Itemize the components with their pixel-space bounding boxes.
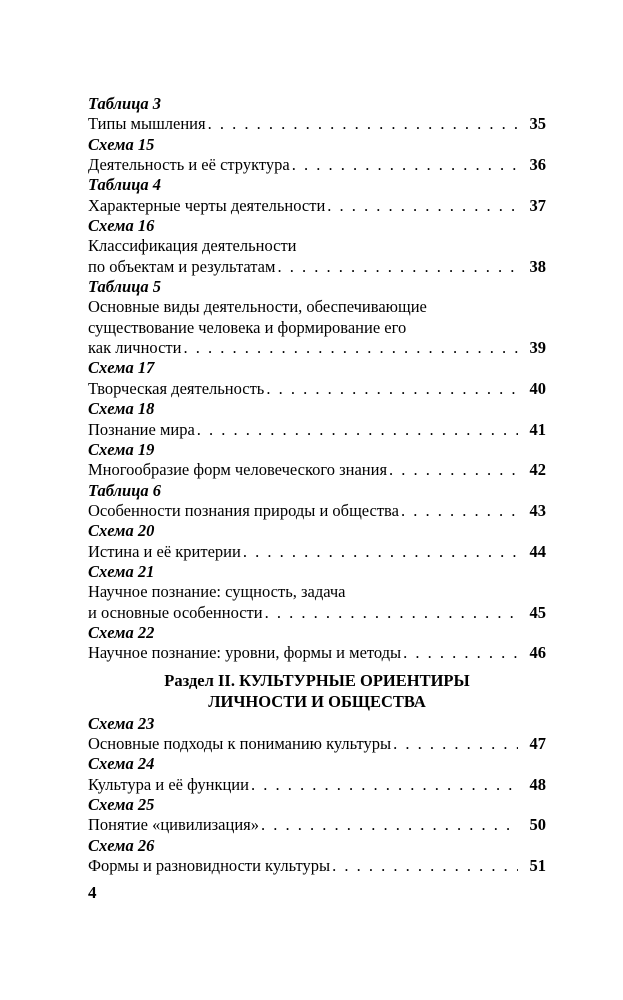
dot-leader bbox=[197, 420, 518, 440]
toc-entry-page: 41 bbox=[529, 419, 546, 439]
toc-entry-page: 42 bbox=[529, 460, 546, 480]
toc-entry-title: Научное познание: уровни, формы и методы bbox=[88, 643, 402, 663]
dot-leader bbox=[327, 196, 518, 216]
toc-entry-title: Творческая деятельность bbox=[88, 378, 265, 398]
toc-entry-title-line: Основные виды деятельности, обеспечивающие bbox=[88, 297, 427, 317]
toc-entry-leader-line bbox=[88, 815, 546, 835]
toc-entry-page: 48 bbox=[529, 774, 546, 794]
toc-entry-page: 47 bbox=[529, 733, 546, 753]
toc-entry-title-line: Научное познание: сущность, задача bbox=[88, 582, 346, 602]
dot-leader bbox=[208, 114, 518, 134]
toc-entry-page: 39 bbox=[529, 338, 546, 358]
toc-entry[interactable] bbox=[88, 836, 546, 877]
toc-entry-label: Таблица 4 bbox=[88, 175, 162, 195]
toc-entry-label: Схема 23 bbox=[88, 713, 155, 733]
toc-entry-label: Таблица 3 bbox=[88, 94, 162, 113]
toc-entry-page: 51 bbox=[529, 856, 546, 876]
toc-entry-title-line: Классификация деятельности bbox=[88, 236, 297, 256]
dot-leader bbox=[266, 379, 518, 399]
toc-entry-leader-line bbox=[88, 856, 546, 876]
section-heading-line-2: ЛИЧНОСТИ И ОБЩЕСТВА bbox=[208, 691, 426, 711]
toc-entry-title: Культура и её функции bbox=[88, 774, 249, 794]
toc-entry-page: 36 bbox=[529, 155, 546, 175]
toc-entry-label: Схема 25 bbox=[88, 795, 155, 814]
toc-entry-page: 46 bbox=[529, 643, 546, 663]
toc-entry-title: Понятие «цивилизация» bbox=[88, 815, 260, 835]
toc-entry-label: Схема 22 bbox=[88, 622, 155, 642]
toc-entry-label: Таблица 5 bbox=[88, 277, 162, 297]
toc-entry[interactable] bbox=[88, 714, 546, 755]
toc-entry[interactable] bbox=[88, 358, 546, 399]
toc-entry-leader-line bbox=[88, 257, 546, 277]
toc-entry[interactable] bbox=[88, 623, 546, 664]
toc-entry-page: 50 bbox=[529, 815, 546, 835]
toc-entry[interactable] bbox=[88, 795, 546, 836]
toc-entry-title: как личности bbox=[88, 338, 182, 358]
toc-entry-leader-line bbox=[88, 155, 546, 175]
toc-entry-title: Многообразие форм человеческого знания bbox=[88, 460, 388, 480]
dot-leader bbox=[251, 775, 518, 795]
toc-entry-title: и основные особенности bbox=[88, 602, 263, 622]
toc-entry-label: Схема 16 bbox=[88, 216, 155, 236]
toc-entry-title: Особенности познания природы и общества bbox=[88, 500, 399, 520]
toc-entry-leader-line bbox=[88, 501, 546, 521]
toc-entry-leader-line bbox=[88, 542, 546, 562]
toc-entry-label: Таблица 6 bbox=[88, 480, 162, 500]
toc-entry-title: Основные подходы к пониманию культуры bbox=[88, 733, 392, 753]
toc-entry-leader-line bbox=[88, 775, 546, 795]
dot-leader bbox=[389, 460, 518, 480]
dot-leader bbox=[393, 734, 518, 754]
dot-leader bbox=[183, 338, 518, 358]
dot-leader bbox=[332, 856, 518, 876]
toc-entry-title: Истина и её критерии bbox=[88, 541, 241, 561]
toc-entry-title: Типы мышления bbox=[88, 114, 206, 134]
toc-entry-leader-line bbox=[88, 420, 546, 440]
toc-entry-leader-line bbox=[88, 379, 546, 399]
toc-entry[interactable] bbox=[88, 521, 546, 562]
dot-leader bbox=[243, 542, 518, 562]
toc-entry-label: Схема 26 bbox=[88, 835, 155, 855]
toc-entry-title: Деятельность и её структура bbox=[88, 155, 290, 175]
table-of-contents bbox=[88, 94, 546, 876]
toc-entry-label: Схема 15 bbox=[88, 134, 155, 154]
toc-part-1 bbox=[88, 94, 546, 664]
toc-entry[interactable] bbox=[88, 754, 546, 795]
toc-entry-page: 37 bbox=[529, 195, 546, 215]
toc-entry-label: Схема 18 bbox=[88, 399, 155, 419]
toc-entry[interactable] bbox=[88, 277, 546, 358]
toc-entry-page: 45 bbox=[529, 602, 546, 622]
dot-leader bbox=[261, 815, 518, 835]
toc-entry-page: 35 bbox=[529, 114, 546, 134]
toc-entry-label: Схема 17 bbox=[88, 358, 155, 378]
toc-entry-page: 40 bbox=[529, 378, 546, 398]
toc-entry-leader-line bbox=[88, 734, 546, 754]
toc-entry-label: Схема 24 bbox=[88, 754, 155, 774]
toc-entry[interactable] bbox=[88, 135, 546, 176]
dot-leader bbox=[401, 501, 518, 521]
toc-entry-title-line: существование человека и формирование его bbox=[88, 317, 407, 337]
toc-entry-page: 43 bbox=[529, 500, 546, 520]
toc-entry-leader-line bbox=[88, 603, 546, 623]
section-heading bbox=[88, 670, 546, 712]
toc-entry-title: по объектам и результатам bbox=[88, 256, 276, 276]
toc-entry-title: Познание мира bbox=[88, 419, 195, 439]
toc-entry[interactable] bbox=[88, 481, 546, 522]
page-number: 4 bbox=[88, 883, 97, 902]
dot-leader bbox=[292, 155, 518, 175]
toc-entry-leader-line bbox=[88, 460, 546, 480]
toc-entry-label: Схема 19 bbox=[88, 439, 155, 459]
toc-entry[interactable] bbox=[88, 399, 546, 440]
toc-entry[interactable] bbox=[88, 216, 546, 277]
toc-part-2 bbox=[88, 714, 546, 877]
toc-entry[interactable] bbox=[88, 440, 546, 481]
toc-entry[interactable] bbox=[88, 175, 546, 216]
dot-leader bbox=[277, 257, 518, 277]
toc-entry-leader-line bbox=[88, 338, 546, 358]
toc-entry-label: Схема 21 bbox=[88, 561, 155, 581]
dot-leader bbox=[403, 643, 518, 663]
toc-entry-leader-line bbox=[88, 114, 546, 134]
toc-entry-label: Схема 20 bbox=[88, 521, 155, 541]
toc-entry-leader-line bbox=[88, 643, 546, 663]
toc-entry-title: Формы и разновидности культуры bbox=[88, 856, 331, 876]
toc-entry[interactable] bbox=[88, 562, 546, 623]
toc-entry-page: 38 bbox=[529, 256, 546, 276]
toc-entry[interactable] bbox=[88, 94, 546, 135]
section-heading-line-1: Раздел II. КУЛЬТУРНЫЕ ОРИЕНТИРЫ bbox=[164, 670, 470, 690]
dot-leader bbox=[265, 603, 518, 623]
toc-entry-title: Характерные черты деятельности bbox=[88, 195, 326, 215]
toc-entry-page: 44 bbox=[529, 541, 546, 561]
toc-entry-leader-line bbox=[88, 196, 546, 216]
